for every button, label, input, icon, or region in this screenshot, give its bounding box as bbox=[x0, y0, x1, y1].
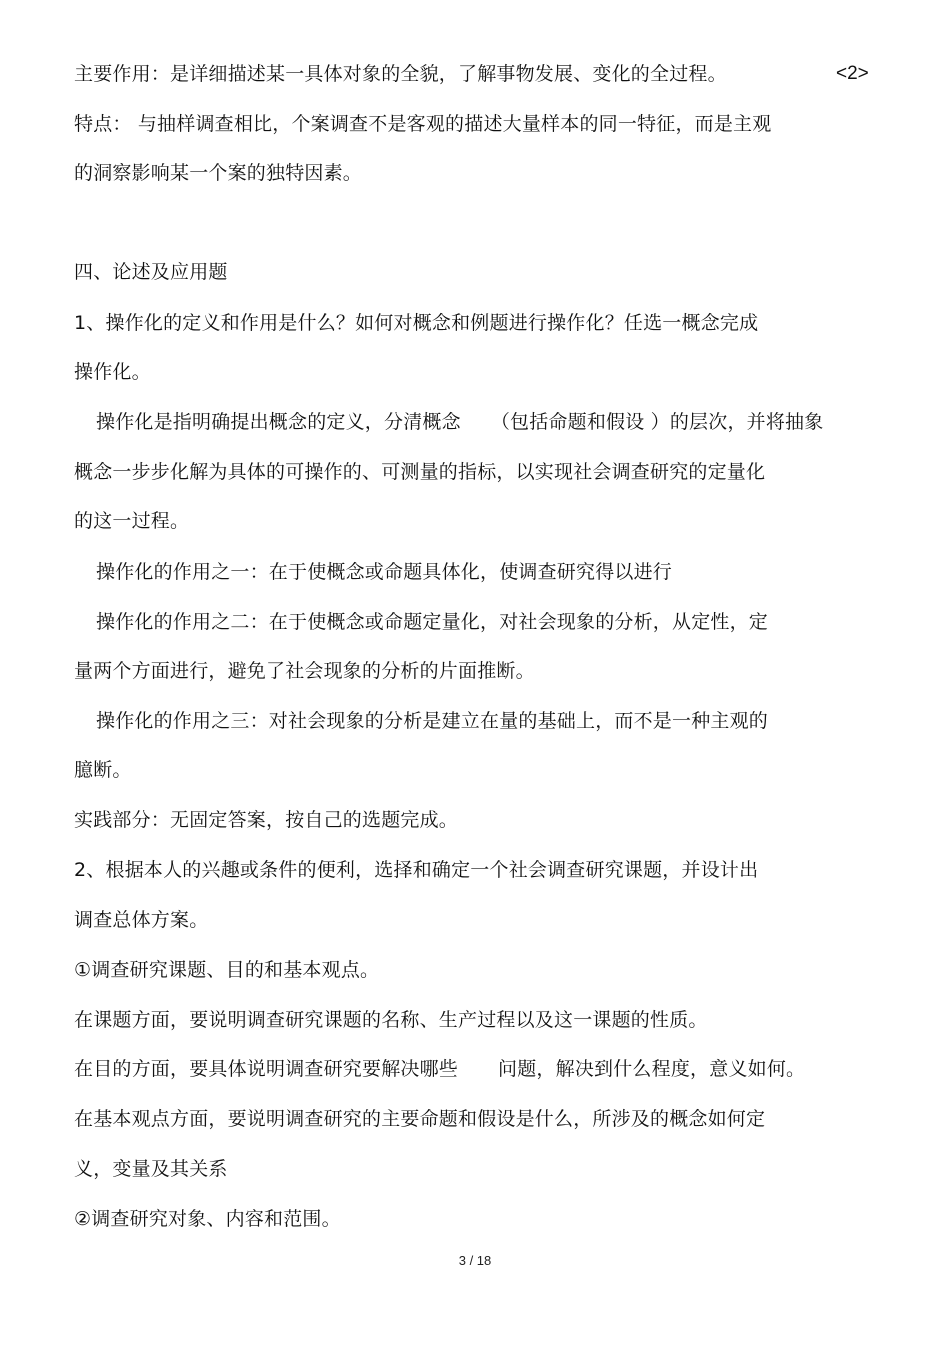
purpose-line bbox=[74, 1057, 805, 1081]
feature-line-1: 特点： 与抽样调查相比，个案调查不是客观的描述大量样本的同一特征，而是主观 bbox=[74, 113, 772, 135]
role-3-line-2: 臆断。 bbox=[74, 759, 132, 781]
question-2-line-1: 2、根据本人的兴趣或条件的便利，选择和确定一个社会调查研究课题，并设计出 bbox=[74, 859, 759, 881]
viewpoint-line-1: 在基本观点方面，要说明调查研究的主要命题和假设是什么，所涉及的概念如何定 bbox=[74, 1108, 766, 1130]
purpose-line-part-a: 在目的方面，要具体说明调查研究要解决哪些 bbox=[74, 1058, 459, 1080]
reference-marker: <2> bbox=[836, 63, 869, 84]
question-1-line-1: 1、操作化的定义和作用是什么？如何对概念和例题进行操作化？任选一概念完成 bbox=[74, 312, 759, 334]
practice-line: 实践部分：无固定答案，按自己的选题完成。 bbox=[74, 809, 459, 831]
role-2-line-1: 操作化的作用之二：在于使概念或命题定量化，对社会现象的分析，从定性，定 bbox=[96, 611, 769, 633]
answer-1-line-1-part-b: （包括命题和假设 ）的层次，并将抽象 bbox=[490, 411, 824, 433]
viewpoint-line-2: 义，变量及其关系 bbox=[74, 1158, 228, 1180]
question-1-line-2: 操作化。 bbox=[74, 361, 151, 383]
role-2-line-2: 量两个方面进行，避免了社会现象的分析的片面推断。 bbox=[74, 660, 535, 682]
page-number: 3 / 18 bbox=[458, 1253, 492, 1268]
purpose-line-part-b: 问题，解决到什么程度，意义如何。 bbox=[498, 1058, 806, 1080]
section-heading: 四、论述及应用题 bbox=[74, 261, 228, 283]
item-2-heading: ②调查研究对象、内容和范围。 bbox=[74, 1208, 341, 1230]
answer-1-line-1 bbox=[96, 410, 823, 434]
answer-1-line-3: 的这一过程。 bbox=[74, 510, 190, 532]
role-3-line-1: 操作化的作用之三：对社会现象的分析是建立在量的基础上，而不是一种主观的 bbox=[96, 710, 769, 732]
answer-1-line-2: 概念一步步化解为具体的可操作的、可测量的指标，以实现社会调查研究的定量化 bbox=[74, 461, 766, 483]
item-1-heading: ①调查研究课题、目的和基本观点。 bbox=[74, 959, 380, 981]
topic-line: 在课题方面，要说明调查研究课题的名称、生产过程以及这一课题的性质。 bbox=[74, 1009, 708, 1031]
feature-line-2: 的洞察影响某一个案的独特因素。 bbox=[74, 162, 363, 184]
role-1-line: 操作化的作用之一：在于使概念或命题具体化，使调查研究得以进行 bbox=[96, 561, 673, 583]
main-function-line: 主要作用：是详细描述某一具体对象的全貌，了解事物发展、变化的全过程。 bbox=[74, 63, 727, 85]
question-2-line-2: 调查总体方案。 bbox=[74, 909, 209, 931]
answer-1-line-1-part-a: 操作化是指明确提出概念的定义，分清概念 bbox=[96, 411, 461, 433]
